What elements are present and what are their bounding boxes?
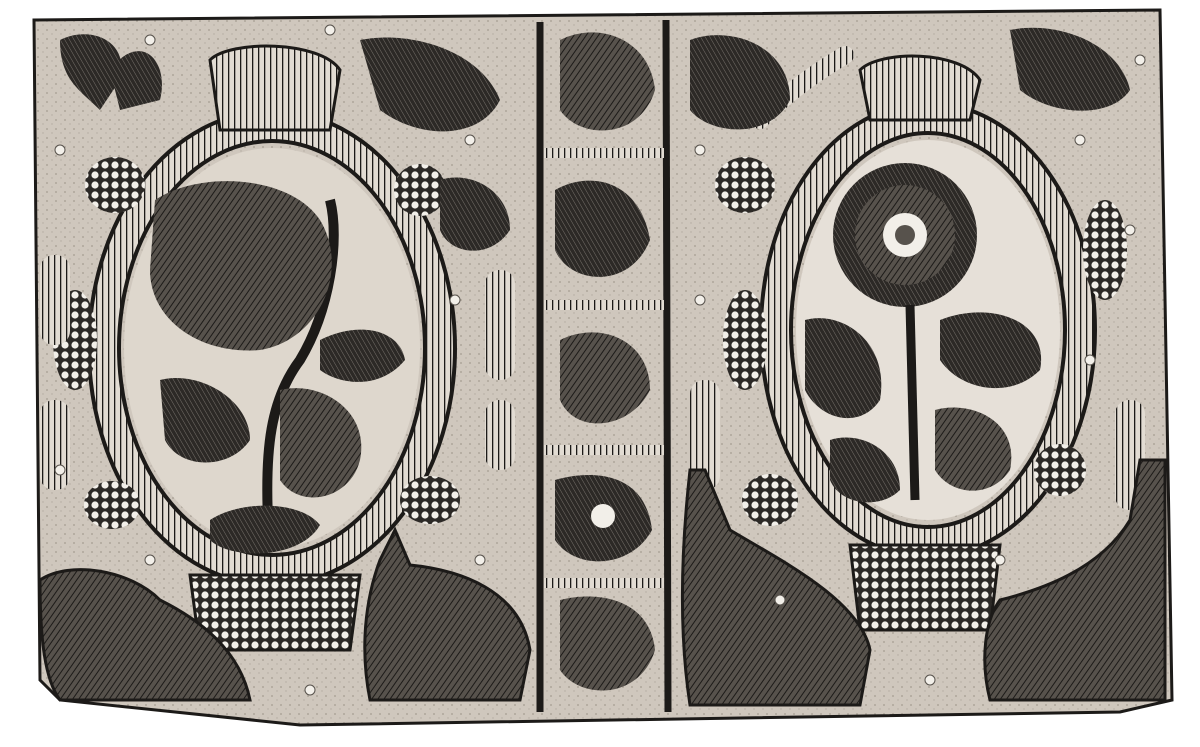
- tudor-rose: [833, 163, 977, 307]
- left-top-ornament: [210, 46, 340, 130]
- right-bottom-ornament: [850, 545, 1000, 630]
- right-top-ornament: [860, 56, 980, 120]
